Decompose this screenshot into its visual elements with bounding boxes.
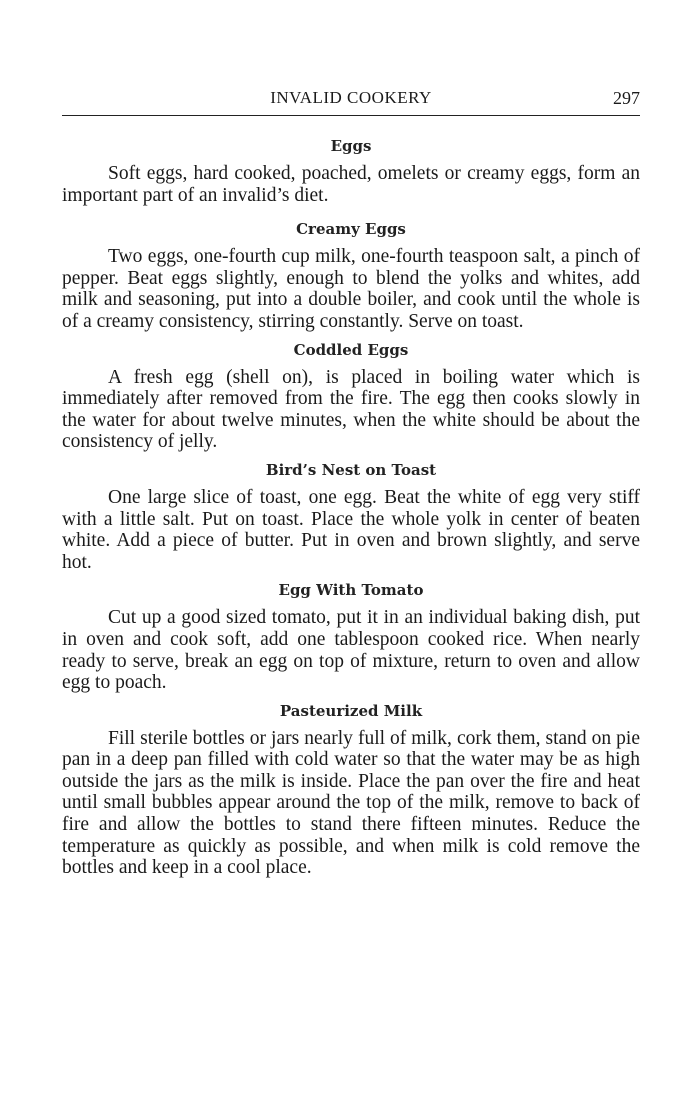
section-title-eggs: Eggs <box>330 137 372 155</box>
section-title-birds-nest: Bird’s Nest on Toast <box>265 460 437 479</box>
section-eggs <box>62 135 640 206</box>
section-title-creamy-eggs: Creamy Eggs <box>296 220 406 239</box>
section-coddled-eggs <box>62 339 640 453</box>
section-title-coddled-eggs: Coddled Eggs <box>293 340 409 359</box>
section-body-egg-with-tomato: Cut up a good sized tomato, put it in an individual baking dish, put in oven and cook soft, add one tablespoon cooked rice. When nearly ready to serve, break an egg on top of mixture, return to oven and allow egg to poach. <box>62 607 640 694</box>
page-content <box>62 135 640 879</box>
header-rule <box>62 115 640 116</box>
running-title: INVALID COOKERY <box>270 88 432 107</box>
page-number: 297 <box>613 88 640 108</box>
section-pasteurized-milk <box>62 700 640 879</box>
section-birds-nest <box>62 459 640 573</box>
section-title-egg-with-tomato: Egg With Tomato <box>278 581 424 600</box>
section-egg-with-tomato <box>62 579 640 693</box>
section-creamy-eggs <box>62 218 640 332</box>
running-header <box>62 86 640 112</box>
section-title-pasteurized-milk: Pasteurized Milk <box>279 701 423 720</box>
book-page <box>62 0 640 1100</box>
section-body-coddled-eggs: A fresh egg (shell on), is placed in boiling water which is immediately after removed from the fire. The egg then cooks slowly in the water for about twelve minutes, when the white should be about the consistency of jelly. <box>62 366 640 453</box>
section-body-creamy-eggs: Two eggs, one-fourth cup milk, one-fourth teaspoon salt, a pinch of pepper. Beat eggs slightly, enough to blend the yolks and whites, add milk and seasoning, put into a double boiler, and cook until the whole is of a creamy consistency, stirring constantly. Serve on toast. <box>62 246 640 332</box>
section-body-birds-nest: One large slice of toast, one egg. Beat the white of egg very stiff with a little salt. Put on toast. Place the whole yolk in center of beaten white. Add a piece of butter. Put in oven and brown slightly, and serve hot. <box>62 486 640 573</box>
section-body-eggs: Soft eggs, hard cooked, poached, omelets or creamy eggs, form an important part of an invalid’s diet. <box>62 163 640 206</box>
section-body-pasteurized-milk: Fill sterile bottles or jars nearly full of milk, cork them, stand on pie pan in a deep pan filled with cold water so that the water may be as high outside the jars as the milk is inside. Place the pan over the fire and heat until small bubbles appear around the top of the milk, remove to back of fire and allow the bottles to stand there fifteen minutes. Reduce the temperature as quickly as possible, and when milk is cold remove the bottles and keep in a cool place. <box>62 727 640 879</box>
